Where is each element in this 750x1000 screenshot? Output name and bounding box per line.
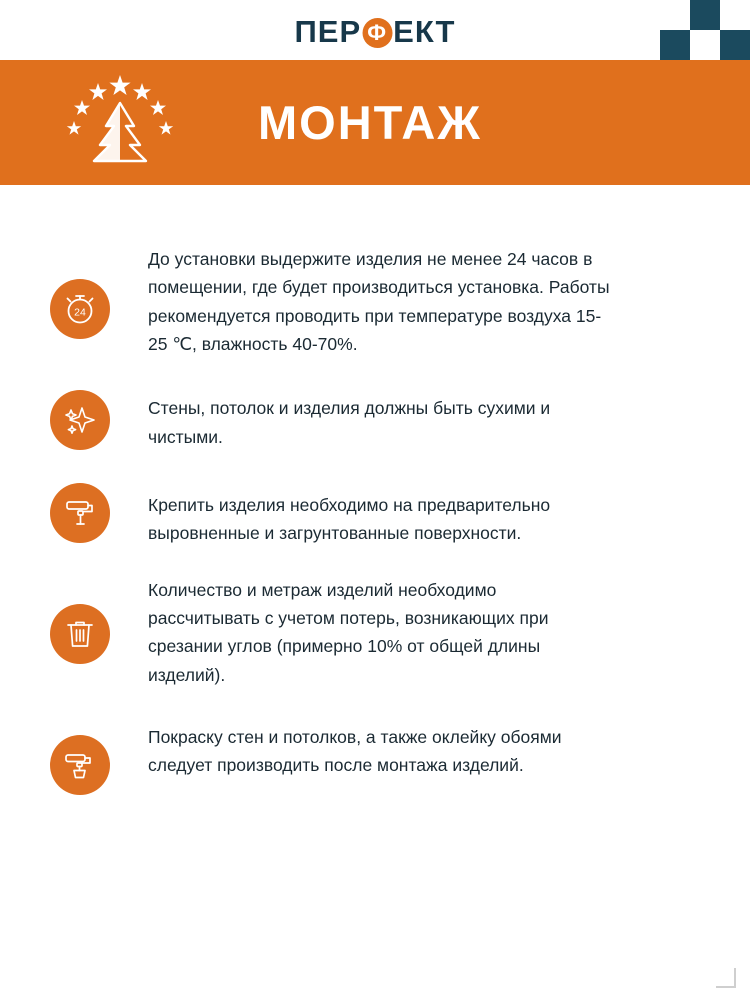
brand-logo xyxy=(295,14,456,50)
brand-o-glyph: Ф xyxy=(362,18,392,48)
stopwatch-24h-icon xyxy=(50,279,110,339)
list-item-text: Количество и метраж изделий необходимо рассчитывать с учетом потерь, возникающих при срезании углов (примерно 10% от общей длины изделий). xyxy=(148,579,549,685)
list-item xyxy=(50,477,700,548)
list-item xyxy=(50,574,700,689)
tree-with-stars-icon xyxy=(60,73,180,173)
list-item xyxy=(50,243,700,358)
list-item-text: Крепить изделия необходимо на предварительно выровненные и загрунтованные поверхности. xyxy=(148,495,551,544)
trash-bin-icon xyxy=(50,604,110,664)
corner-crop-mark xyxy=(716,968,736,988)
list-item-text: Стены, потолок и изделия должны быть сухими и чистыми. xyxy=(148,398,551,447)
page-title: МОНТАЖ xyxy=(258,96,482,149)
page-header xyxy=(0,60,750,185)
paint-roller-brush-icon xyxy=(50,735,110,795)
list-item-text: Покраску стен и потолков, а также оклейку обоями следует производить после монтажа изделий. xyxy=(148,727,562,776)
list-item xyxy=(50,713,700,795)
steps-list xyxy=(0,185,750,795)
list-item-text: До установки выдержите изделия не менее 24 часов в помещении, где будет производиться установка. Работы рекомендуется проводить при температуре воздуха 15-25 ℃, влажность 40-70%. xyxy=(148,249,610,355)
svg-text:24: 24 xyxy=(74,306,86,319)
brand-name-part1: ПЕР xyxy=(294,14,362,49)
sparkle-clean-icon xyxy=(50,390,110,450)
paint-roller-icon xyxy=(50,483,110,543)
brand-name-part2: ЕКТ xyxy=(393,14,456,49)
list-item xyxy=(50,382,700,451)
